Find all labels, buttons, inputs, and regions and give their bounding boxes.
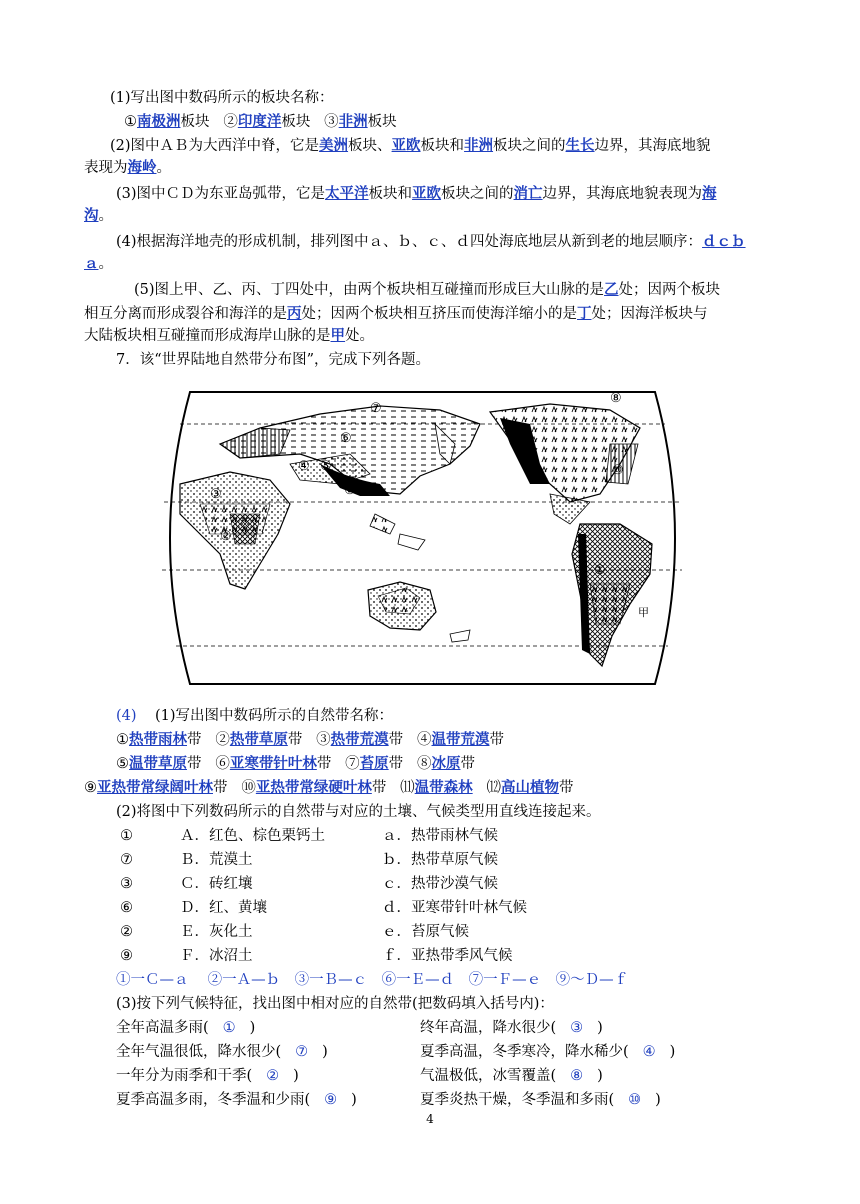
map-label-8: ⑧	[610, 391, 622, 406]
map-label-6: ⑥	[340, 431, 352, 446]
q6-part4-line1: (4)根据海洋地壳的形成机制，排列图中ａ、ｂ、ｃ、ｄ四处海底地层从新到老的地层顺序：ｄｃｂ	[116, 233, 746, 250]
match-soil-type: Ｃ．砖红壤	[180, 876, 253, 892]
q7-title: 7．该“世界陆地自然带分布图”，完成下列各题。	[116, 352, 431, 368]
q6-part5-line1: (5)图上甲、乙、丙、丁四处中，由两个板块相互碰撞而形成巨大山脉的是乙处；因两个板块	[134, 281, 721, 298]
match-soil-type: Ｅ．灰化土	[180, 924, 253, 940]
map-label-1: ①	[594, 563, 606, 578]
fill-item: 一年分为雨季和干季( ② )	[116, 1068, 299, 1084]
fill-item: 夏季炎热干燥，冬季温和多雨( ⑩ )	[420, 1092, 661, 1108]
fill-item: 夏季高温多雨，冬季温和少雨( ⑨ )	[116, 1092, 357, 1108]
match-soil-type: Ａ．红色、棕色栗钙土	[180, 828, 325, 844]
q6-part2-line2: 表现为海岭。	[84, 159, 171, 176]
fill-item: 终年高温，降水很少( ③ )	[420, 1020, 603, 1036]
fill-answer: ①	[222, 1020, 236, 1036]
match-climate-type: ｅ．苔原气候	[382, 924, 469, 940]
map-label-5: ⑤	[320, 459, 332, 474]
q7-zones-row2: ⑤温带草原带 ⑥亚寒带针叶林带 ⑦苔原带 ⑧冰原带	[116, 755, 475, 772]
fill-answer: ⑦	[295, 1044, 309, 1060]
match-zone-number: ②	[120, 924, 133, 940]
q7-part1-intro: (4) (1)写出图中数码所示的自然带名称：	[116, 708, 394, 724]
map-label-9: ⑨	[344, 483, 356, 498]
q6-part2-line1: (2)图中ＡＢ为大西洋中脊，它是美洲板块、亚欧板块和非洲板块之间的生长边界，其海底地貌	[110, 137, 711, 154]
q7-part3-intro: (3)按下列气候特征，找出图中相对应的自然带(把数码填入括号内)：	[116, 996, 554, 1012]
q7-part2-intro: (2)将图中下列数码所示的自然带与对应的土壤、气候类型用直线连接起来。	[116, 804, 601, 820]
match-zone-number: ⑨	[120, 948, 133, 964]
match-climate-type: ｆ．亚热带季风气候	[382, 948, 513, 964]
match-zone-number: ⑥	[120, 900, 133, 916]
fill-answer: ⑧	[570, 1068, 584, 1084]
fill-item: 夏季高温，冬季寒冷，降水稀少( ④ )	[420, 1044, 676, 1060]
match-zone-number: ①	[120, 828, 133, 844]
q7-zones-row1: ①热带雨林带 ②热带草原带 ③热带荒漠带 ④温带荒漠带	[116, 731, 504, 748]
match-climate-type: ｄ．亚寒带针叶林气候	[382, 900, 527, 916]
fill-item: 全年高温多雨( ① )	[116, 1020, 256, 1036]
fill-answer: ④	[642, 1044, 656, 1060]
match-zone-number: ⑦	[120, 852, 133, 868]
match-soil-type: Ｄ．红、黄壤	[180, 900, 267, 916]
match-climate-type: ｃ．热带沙漠气候	[382, 876, 498, 892]
fill-answer: ③	[570, 1020, 584, 1036]
map-label-3: ③	[210, 487, 222, 502]
world-natural-zones-map	[150, 384, 695, 692]
q6-part3-line1: (3)图中ＣＤ为东亚岛弧带，它是太平洋板块和亚欧板块之间的消亡边界，其海底地貌表现为海	[116, 185, 717, 202]
q7-zones-row3: ⑨亚热带常绿阔叶林带 ⑩亚热带常绿硬叶林带 ⑾温带森林 ⑿高山植物带	[84, 779, 574, 796]
q6-part5-line3: 大陆板块相互碰撞而形成海岸山脉的是甲处。	[84, 327, 374, 344]
fill-answer: ⑩	[628, 1092, 642, 1108]
q6-part1-intro: (1)写出图中数码所示的板块名称：	[110, 90, 334, 106]
match-climate-type: ｂ．热带草原气候	[382, 852, 498, 868]
match-climate-type: ａ．热带雨林气候	[382, 828, 498, 844]
match-zone-number: ③	[120, 876, 133, 892]
fill-answer: ②	[266, 1068, 280, 1084]
map-label-2: ②	[220, 529, 232, 544]
map-label-7: ⑦	[370, 401, 382, 416]
map-label-4: ④	[298, 459, 310, 474]
answer-plate-1: 南极洲	[137, 113, 181, 130]
map-label-10: ⑩	[612, 463, 624, 478]
fill-answer: ⑨	[324, 1092, 338, 1108]
fill-item: 气温极低，冰雪覆盖( ⑧ )	[420, 1068, 603, 1084]
q6-part5-line2: 相互分离而形成裂谷和海洋的是丙处；因两个板块相互挤压而使海洋缩小的是丁处；因海洋板块与	[84, 305, 708, 322]
match-soil-type: Ｂ．荒漠土	[180, 852, 253, 868]
page-number: 4	[426, 1112, 434, 1126]
answer-plate-3: 非洲	[338, 113, 368, 130]
matching-answer: ①一Ｃ—ａ ②一Ａ—ｂ ③一Ｂ—ｃ ⑥一Ｅ—ｄ ⑦一Ｆ—ｅ ⑨～Ｄ—ｆ	[116, 972, 629, 988]
map-label-jia: 甲	[638, 606, 649, 619]
fill-item: 全年气温很低，降水很少( ⑦ )	[116, 1044, 328, 1060]
answer-plate-2: 印度洋	[237, 113, 282, 130]
q6-part3-line2: 沟。	[84, 207, 113, 224]
match-soil-type: Ｆ．冰沼土	[180, 948, 253, 964]
q6-part1-answers: ①南极洲板块 ②印度洋板块 ③非洲板块	[124, 113, 397, 130]
q6-part4-line2: ａ。	[84, 255, 113, 272]
